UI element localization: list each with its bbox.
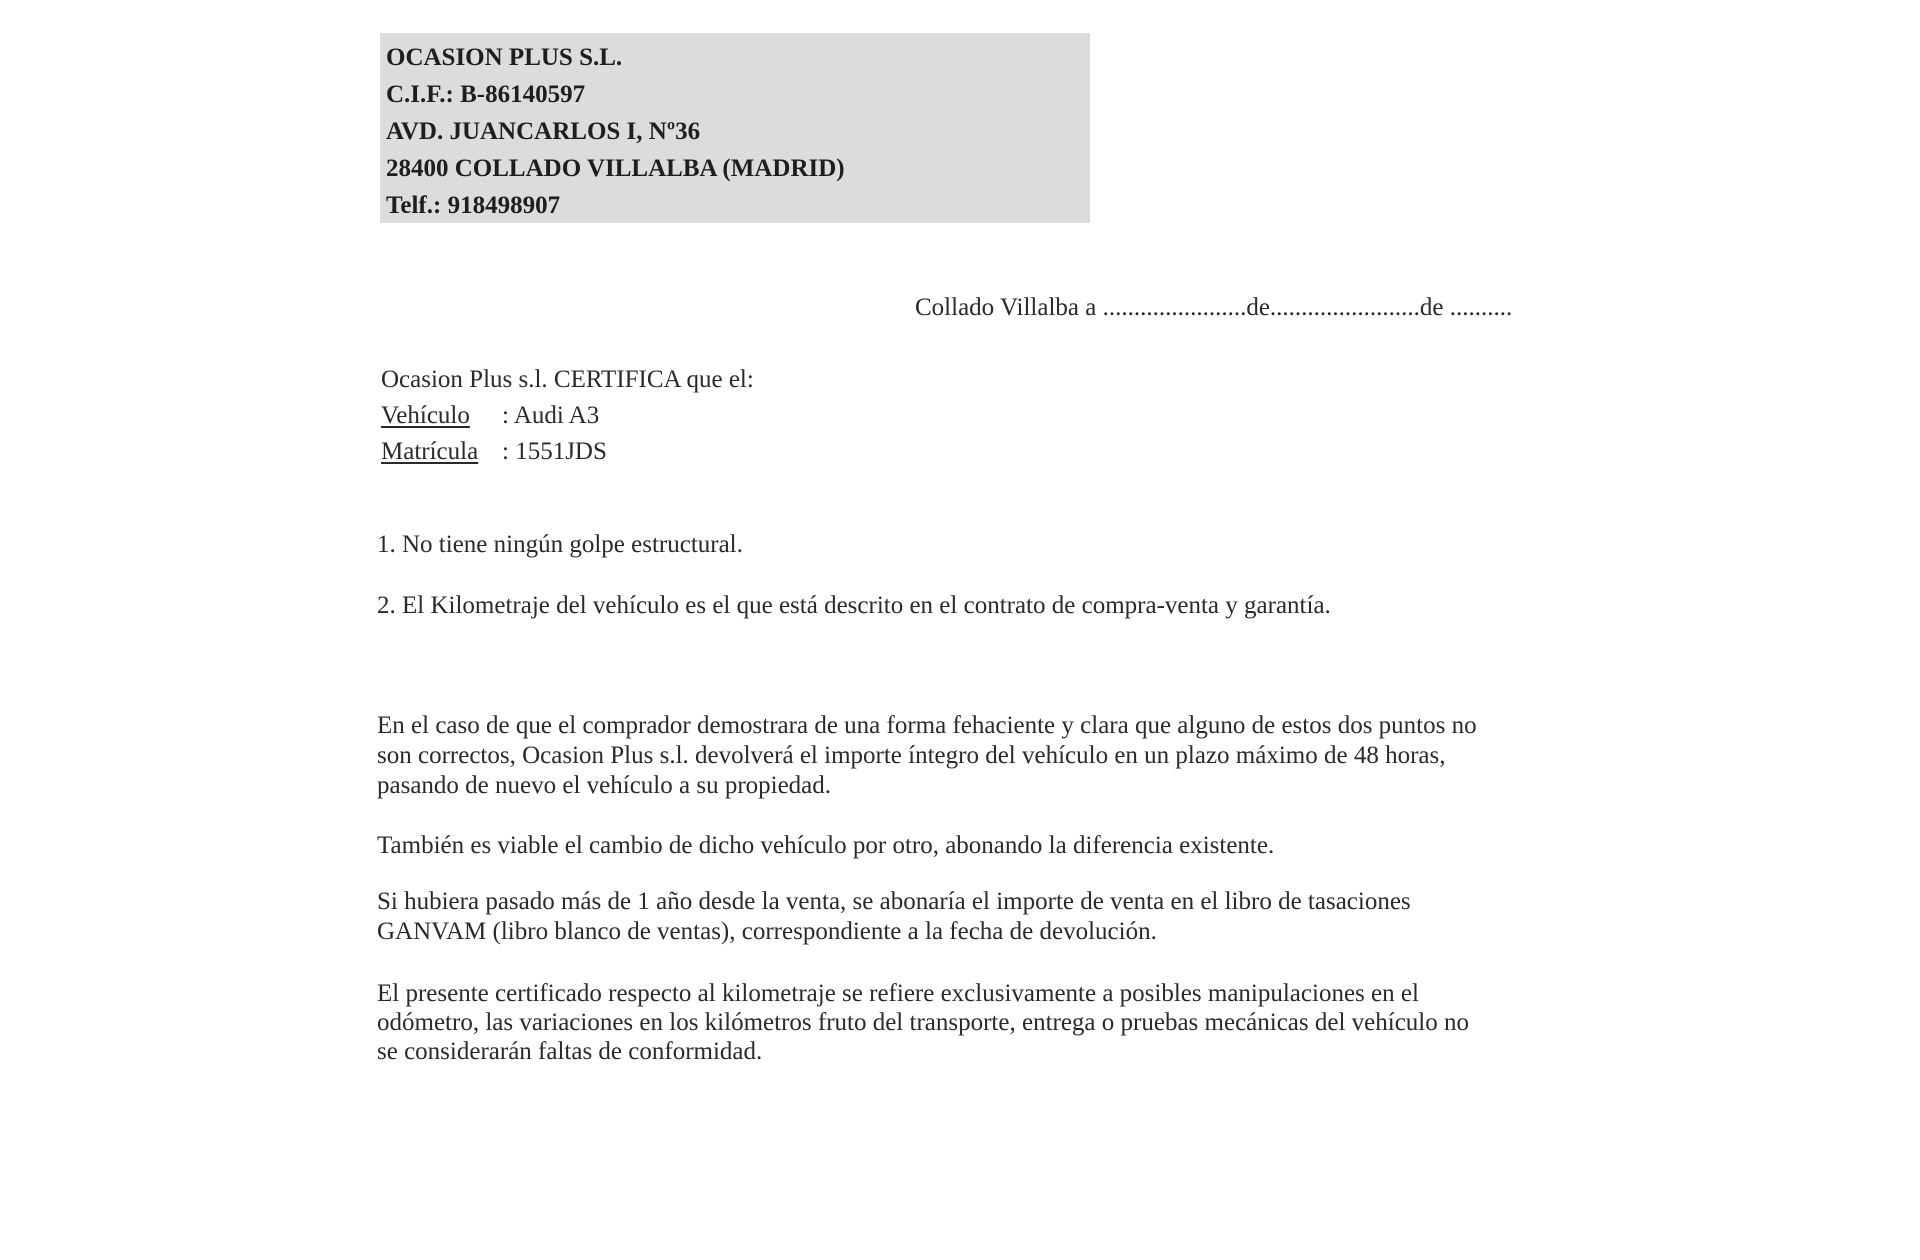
company-city: 28400 COLLADO VILLALBA (MADRID): [386, 155, 845, 182]
exchange-line: También es viable el cambio de dicho vehículo por otro, abonando la diferencia existente.: [377, 832, 1275, 859]
point-1: [377, 530, 1577, 560]
place-date-line: Collado Villalba a .......................de........................de ..........: [915, 294, 1513, 321]
company-cif: C.I.F.: B-86140597: [386, 81, 586, 108]
vehicle-row: [381, 398, 754, 434]
point-2: [377, 591, 1577, 621]
mileage-note-line: odómetro, las variaciones en los kilómetros fruto del transporte, entrega o pruebas mecánicas del vehículo no: [377, 1009, 1470, 1036]
mileage-note-line: El presente certificado respecto al kilometraje se refiere exclusivamente a posibles manipulaciones en el: [377, 980, 1419, 1007]
vehicle-value: : Audi A3: [502, 402, 600, 429]
after-year-line: GANVAM (libro blanco de ventas), correspondiente a la fecha de devolución.: [377, 918, 1157, 945]
company-header: [380, 33, 1090, 223]
after-year-paragraph: [377, 887, 1577, 947]
exchange-paragraph: [377, 831, 1577, 861]
refund-paragraph: [377, 711, 1577, 801]
refund-line: pasando de nuevo el vehículo a su propiedad.: [377, 772, 832, 799]
mileage-note-paragraph: [377, 979, 1577, 1066]
after-year-line: Si hubiera pasado más de 1 año desde la venta, se abonaría el importe de venta en el libro de tasaciones: [377, 888, 1411, 915]
certify-block: [381, 362, 754, 470]
plate-row: [381, 434, 754, 470]
vehicle-label: Vehículo: [381, 402, 470, 429]
company-address: AVD. JUANCARLOS I, Nº36: [386, 118, 701, 145]
certify-intro: Ocasion Plus s.l. CERTIFICA que el:: [381, 366, 754, 393]
plate-label: Matrícula: [381, 438, 479, 465]
company-phone: Telf.: 918498907: [386, 192, 561, 219]
refund-line: son correctos, Ocasion Plus s.l. devolverá el importe íntegro del vehículo en un plazo máximo de 48 horas,: [377, 742, 1446, 769]
mileage-note-line: se considerarán faltas de conformidad.: [377, 1038, 763, 1065]
point-1-text: 1. No tiene ningún golpe estructural.: [377, 531, 743, 558]
company-name: OCASION PLUS S.L.: [386, 44, 623, 71]
plate-value: : 1551JDS: [502, 438, 607, 465]
point-2-text: 2. El Kilometraje del vehículo es el que está descrito en el contrato de compra-venta y garantía.: [377, 592, 1331, 619]
refund-line: En el caso de que el comprador demostrara de una forma fehaciente y clara que alguno de estos dos puntos no: [377, 712, 1477, 739]
